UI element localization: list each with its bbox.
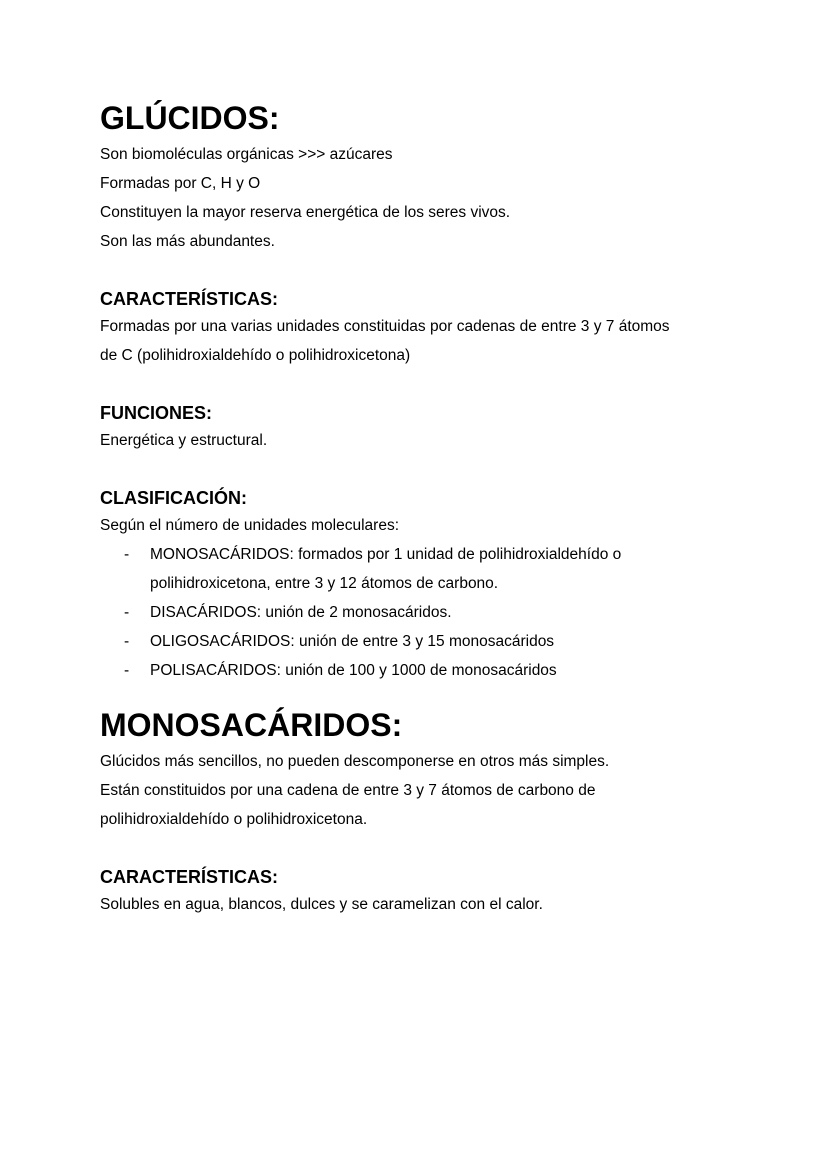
list-item-text: DISACÁRIDOS: unión de 2 monosacáridos.	[150, 604, 452, 621]
list-item	[100, 627, 740, 656]
section-glucidos	[100, 96, 740, 256]
heading-monosacaridos: MONOSACÁRIDOS:	[100, 707, 403, 743]
section-caracteristicas-glucidos	[100, 286, 740, 370]
paragraph-line: Constituyen la mayor reserva energética de los seres vivos.	[100, 204, 511, 221]
paragraph-line: Solubles en agua, blancos, dulces y se caramelizan con el calor.	[100, 896, 543, 913]
section-monosacaridos	[100, 703, 740, 834]
section-funciones	[100, 400, 740, 455]
heading-funciones: FUNCIONES:	[100, 403, 212, 423]
heading-caracteristicas: CARACTERÍSTICAS:	[100, 867, 278, 887]
heading-clasificacion: CLASIFICACIÓN:	[100, 488, 247, 508]
section-clasificacion	[100, 485, 740, 685]
paragraph-line: Son las más abundantes.	[100, 233, 275, 250]
list-item	[100, 656, 740, 685]
list-item-text: POLISACÁRIDOS: unión de 100 y 1000 de monosacáridos	[150, 662, 557, 679]
paragraph-line: Glúcidos más sencillos, no pueden descomponerse en otros más simples.	[100, 753, 610, 770]
list-item-text: polihidroxicetona, entre 3 y 12 átomos de carbono.	[150, 575, 499, 592]
paragraph-line: Formadas por C, H y O	[100, 175, 261, 192]
heading-caracteristicas: CARACTERÍSTICAS:	[100, 289, 278, 309]
paragraph-line: polihidroxialdehído o polihidroxicetona.	[100, 811, 368, 828]
dash-bullet: -	[124, 546, 130, 563]
paragraph-line: de C (polihidroxialdehído o polihidroxicetona)	[100, 347, 411, 364]
section-caracteristicas-monosacaridos	[100, 864, 740, 919]
paragraph-line: Están constituidos por una cadena de entre 3 y 7 átomos de carbono de	[100, 782, 596, 799]
document-page	[100, 96, 740, 919]
list-item-text: OLIGOSACÁRIDOS: unión de entre 3 y 15 monosacáridos	[150, 633, 555, 650]
dash-bullet: -	[124, 662, 130, 679]
paragraph-line: Energética y estructural.	[100, 432, 268, 449]
dash-bullet: -	[124, 633, 130, 650]
list-item	[100, 540, 740, 598]
list-item	[100, 598, 740, 627]
paragraph-line: Según el número de unidades moleculares:	[100, 517, 399, 534]
heading-glucidos: GLÚCIDOS:	[100, 100, 280, 136]
paragraph-line: Son biomoléculas orgánicas >>> azúcares	[100, 146, 393, 163]
dash-bullet: -	[124, 604, 130, 621]
clasificacion-list	[100, 540, 740, 685]
paragraph-line: Formadas por una varias unidades constituidas por cadenas de entre 3 y 7 átomos	[100, 318, 670, 335]
list-item-text: MONOSACÁRIDOS: formados por 1 unidad de polihidroxialdehído o	[150, 546, 622, 563]
